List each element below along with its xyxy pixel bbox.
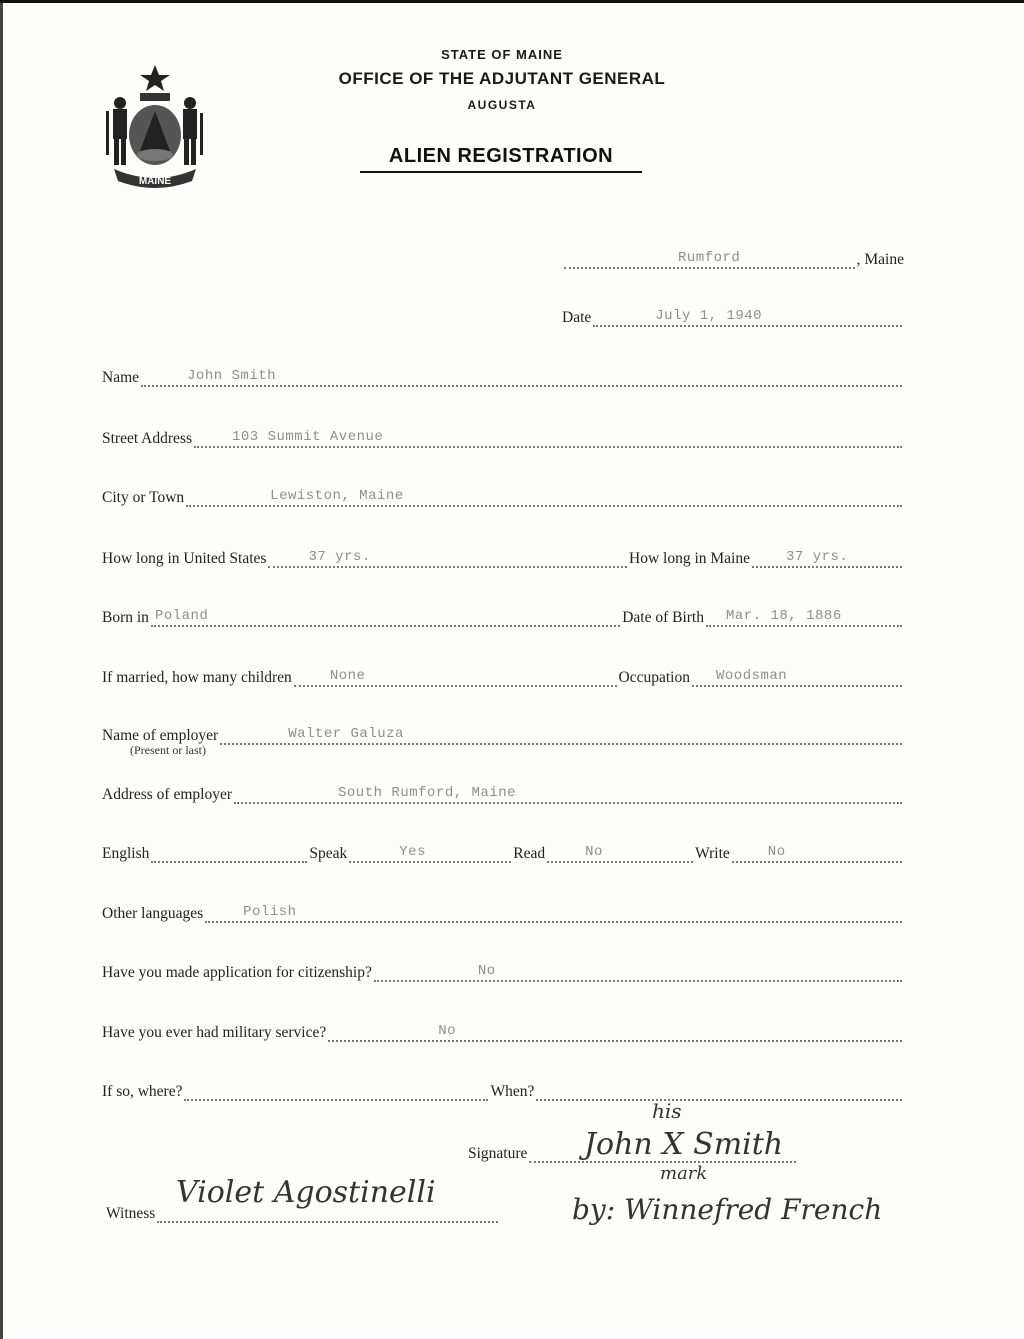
city-field[interactable] bbox=[186, 487, 902, 507]
employer-value: Walter Galuza bbox=[288, 726, 404, 742]
city-heading: AUGUSTA bbox=[467, 98, 537, 112]
english-label: English bbox=[102, 845, 150, 862]
english-row bbox=[102, 839, 904, 863]
when-label: When? bbox=[490, 1083, 535, 1100]
signature-by: by: Winnefred French bbox=[572, 1193, 883, 1226]
state-heading: STATE OF MAINE bbox=[441, 47, 563, 62]
date-row bbox=[562, 303, 904, 327]
street-value: 103 Summit Avenue bbox=[231, 429, 384, 445]
employer-sublabel: (Present or last) bbox=[130, 743, 206, 757]
children-field[interactable] bbox=[294, 667, 617, 687]
seal-text: MAINE bbox=[138, 176, 172, 187]
us-duration-field[interactable] bbox=[268, 548, 627, 568]
speak-field[interactable] bbox=[349, 843, 511, 863]
location-value: Rumford bbox=[678, 250, 741, 266]
witness-label: Witness bbox=[106, 1205, 156, 1222]
languages-value: Polish bbox=[243, 904, 297, 920]
signature-his: his bbox=[652, 1099, 682, 1123]
name-label: Name bbox=[102, 369, 140, 386]
city-value: Lewiston, Maine bbox=[270, 488, 404, 504]
maine-duration-field[interactable] bbox=[752, 548, 902, 568]
languages-label: Other languages bbox=[102, 905, 204, 922]
write-value: No bbox=[767, 844, 786, 860]
date-label: Date bbox=[562, 309, 592, 326]
military-label: Have you ever had military service? bbox=[102, 1024, 327, 1041]
location-suffix: , Maine bbox=[856, 251, 904, 268]
citizenship-label: Have you made application for citizenship? bbox=[102, 964, 372, 981]
english-field[interactable] bbox=[151, 843, 307, 863]
name-field[interactable] bbox=[141, 367, 902, 387]
citizenship-field[interactable] bbox=[374, 962, 902, 982]
name-row bbox=[102, 363, 904, 387]
form-title: ALIEN REGISTRATION bbox=[388, 145, 614, 167]
birth-row bbox=[102, 603, 904, 627]
where-label: If so, where? bbox=[102, 1083, 183, 1100]
street-field[interactable] bbox=[194, 428, 902, 448]
occupation-field[interactable] bbox=[692, 667, 902, 687]
office-heading: OFFICE OF THE ADJUTANT GENERAL bbox=[338, 69, 666, 88]
location-row bbox=[562, 245, 904, 269]
name-value: John Smith bbox=[187, 368, 277, 384]
occupation-label: Occupation bbox=[618, 669, 690, 686]
us-duration-label: How long in United States bbox=[102, 550, 267, 567]
children-value: None bbox=[329, 668, 366, 684]
employer-label: Name of employer bbox=[102, 727, 219, 744]
title-underline bbox=[360, 171, 642, 173]
street-row bbox=[102, 424, 904, 448]
employer-field[interactable] bbox=[220, 725, 902, 745]
write-label: Write bbox=[695, 845, 730, 862]
languages-row bbox=[102, 899, 904, 923]
us-duration-value: 37 yrs. bbox=[308, 549, 371, 565]
citizenship-row bbox=[102, 958, 904, 982]
maine-duration-label: How long in Maine bbox=[629, 550, 750, 567]
born-in-value: Poland bbox=[154, 608, 209, 624]
maine-duration-value: 37 yrs. bbox=[786, 549, 849, 565]
signature-label: Signature bbox=[468, 1145, 528, 1162]
duration-row bbox=[102, 544, 904, 568]
read-field[interactable] bbox=[547, 843, 693, 863]
speak-label: Speak bbox=[309, 845, 348, 862]
where-field[interactable] bbox=[184, 1081, 488, 1101]
write-field[interactable] bbox=[732, 843, 902, 863]
born-in-label: Born in bbox=[102, 609, 149, 626]
children-row bbox=[102, 663, 904, 687]
employer-row bbox=[102, 721, 904, 745]
scan-edge bbox=[0, 3, 3, 1339]
employer-address-value: South Rumford, Maine bbox=[338, 785, 517, 801]
dob-label: Date of Birth bbox=[622, 609, 704, 626]
speak-value: Yes bbox=[399, 844, 426, 860]
street-label: Street Address bbox=[102, 430, 192, 447]
military-value: No bbox=[438, 1023, 457, 1039]
military-row bbox=[102, 1018, 904, 1042]
children-label: If married, how many children bbox=[102, 669, 292, 686]
signature-name: John X Smith bbox=[584, 1127, 784, 1162]
witness-signature: Violet Agostinelli bbox=[176, 1175, 436, 1210]
military-field[interactable] bbox=[328, 1022, 902, 1042]
dob-value: Mar. 18, 1886 bbox=[726, 608, 842, 624]
date-value: July 1, 1940 bbox=[655, 308, 763, 324]
when-field[interactable] bbox=[536, 1081, 902, 1101]
born-in-field[interactable] bbox=[151, 607, 620, 627]
city-row bbox=[102, 483, 904, 507]
location-field[interactable] bbox=[564, 249, 855, 269]
employer-address-label: Address of employer bbox=[102, 786, 232, 803]
where-row bbox=[102, 1077, 904, 1101]
occupation-value: Woodsman bbox=[716, 668, 788, 684]
dob-field[interactable] bbox=[706, 607, 902, 627]
read-value: No bbox=[585, 844, 603, 860]
read-label: Read bbox=[513, 845, 546, 862]
employer-address-field[interactable] bbox=[234, 784, 902, 804]
date-field[interactable] bbox=[593, 307, 902, 327]
city-label: City or Town bbox=[102, 489, 185, 506]
languages-field[interactable] bbox=[205, 903, 902, 923]
signature-mark: mark bbox=[660, 1163, 708, 1184]
employer-address-row bbox=[102, 780, 904, 804]
citizenship-value: No bbox=[477, 963, 496, 979]
